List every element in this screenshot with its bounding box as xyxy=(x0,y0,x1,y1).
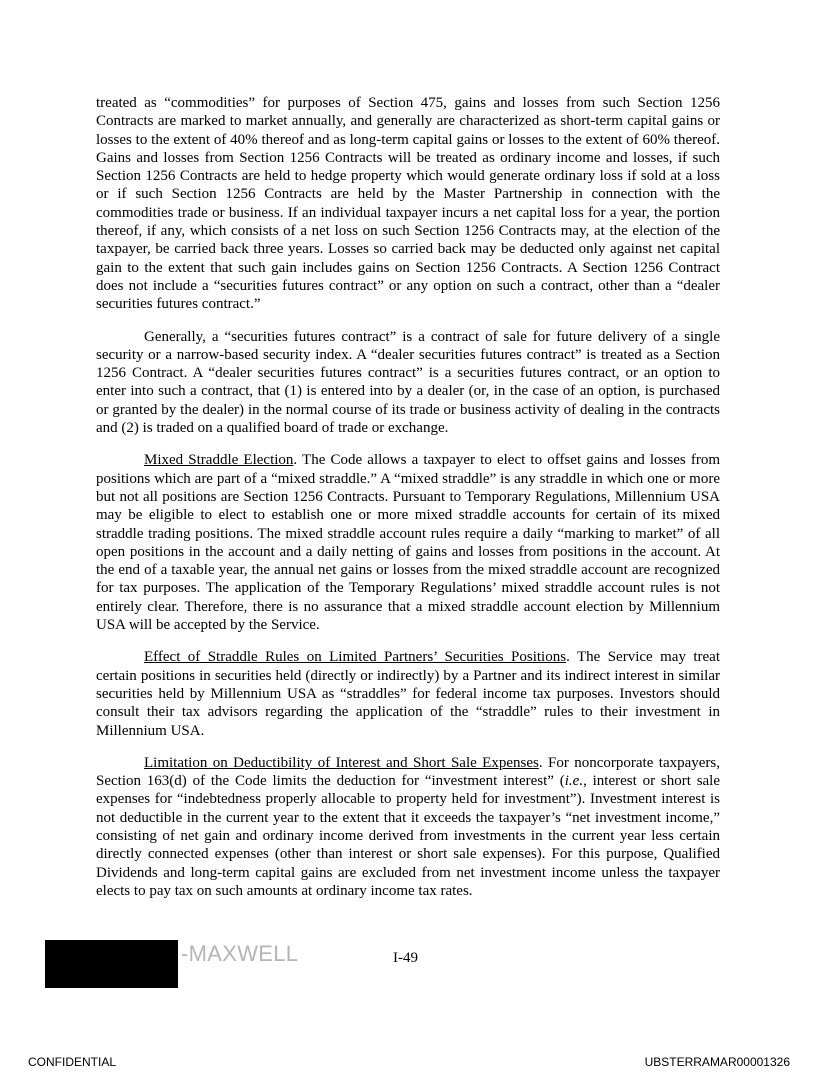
document-body xyxy=(96,94,720,914)
page-number: I-49 xyxy=(393,950,418,966)
heading-mixed-straddle-election: Mixed Straddle Election xyxy=(144,452,294,469)
italic-ie: i.e. xyxy=(564,773,584,790)
body-limitation-part-b: , interest or short sale expenses for “indebtedness properly allocable to property held for investment”). Investment interest is not deductible in the current year to the extent that it exceeds the taxpayer’s “net investment income,” consisting of net gain and ordinary income derived from investments in the current year less certain directly connected expenses (other than interest or short sale expenses). For this purpose, Qualified Dividends and long-term capital gains are excluded from net investment income unless the taxpayer elects to pay tax on such amounts at ordinary income tax rates. xyxy=(96,773,721,899)
paragraph-securities-futures-contract: Generally, a “securities futures contract” is a contract of sale for future delivery of a single security or a narrow-based security index. A “dealer securities futures contract” is treated as a Section 1256 Contract. A “dealer securities futures contract” is a securities futures contract, or an option to enter into such a contract, that (1) is entered into by a dealer (or, in the case of an option, is purchased or granted by the dealer) in the normal course of its trade or business activity of dealing in the contracts and (2) is traded on a qualified board of trade or exchange. xyxy=(96,328,720,437)
bates-number: UBSTERRAMAR00001326 xyxy=(644,1055,790,1069)
confidential-label: CONFIDENTIAL xyxy=(28,1055,117,1069)
body-effect-of-straddle-rules: . The Service may treat certain positions in securities held (directly or indirectly) by a Partner and its indirect interest in similar securities held by Millennium USA as “straddles” for federal income tax purposes. Investors should consult their tax advisors regarding the application of the “straddle” rules to their investment in Millennium USA. xyxy=(96,649,721,739)
paragraph-mixed-straddle-election xyxy=(96,451,720,634)
paragraph-effect-of-straddle-rules xyxy=(96,648,720,739)
heading-effect-of-straddle-rules: Effect of Straddle Rules on Limited Partners’ Securities Positions xyxy=(144,649,567,666)
watermark-maxwell: -MAXWELL xyxy=(181,941,299,966)
heading-limitation-on-deductibility: Limitation on Deductibility of Interest and Short Sale Expenses xyxy=(144,754,539,771)
paragraph-limitation-on-deductibility xyxy=(96,754,720,900)
body-mixed-straddle-election: . The Code allows a taxpayer to elect to offset gains and losses from positions which are part of a “mixed straddle.” A “mixed straddle” is any straddle in which one or more but not all positions are Section 1256 Contracts. Pursuant to Temporary Regulations, Millennium USA may be eligible to elect to establish one or more mixed straddle accounts for certain of its mixed straddle trading positions. The mixed straddle account rules require a daily “marking to market” of all open positions in the account and a daily netting of gains and losses from positions in the account. At the end of a taxable year, the annual net gains or losses from the mixed straddle account are recognized for tax purposes. The application of the Temporary Regulations’ mixed straddle account rules is not entirely clear. Therefore, there is no assurance that a mixed straddle account election by Millennium USA will be accepted by the Service. xyxy=(96,452,720,634)
paragraph-section-1256-continued: treated as “commodities” for purposes of Section 475, gains and losses from such Section 1256 Contracts are marked to market annually, and generally are characterized as short-term capital gains or losses to the extent of 40% thereof and as long-term capital gains or losses to the extent of 60% thereof. Gains and losses from Section 1256 Contracts will be treated as ordinary income and losses, if such Section 1256 Contracts are held to hedge property which would generate ordinary loss if sold at a loss or if such Section 1256 Contracts are held by the Master Partnership in connection with the commodities trade or business. If an individual taxpayer incurs a net capital loss for a year, the portion thereof, if any, which consists of a net loss on such Section 1256 Contracts may, at the election of the taxpayer, be carried back three years. Losses so carried back may be deducted only against net capital gain to the extent that such gain includes gains on Section 1256 Contracts. A Section 1256 Contract does not include a “securities futures contract” or any option on such a contract, other than a “dealer securities futures contract.” xyxy=(96,95,720,313)
redaction-box xyxy=(45,940,178,988)
body-limitation-part-a: . For noncorporate taxpayers, Section 163(d) of the Code limits the deduction for “investment interest” ( xyxy=(96,754,720,790)
